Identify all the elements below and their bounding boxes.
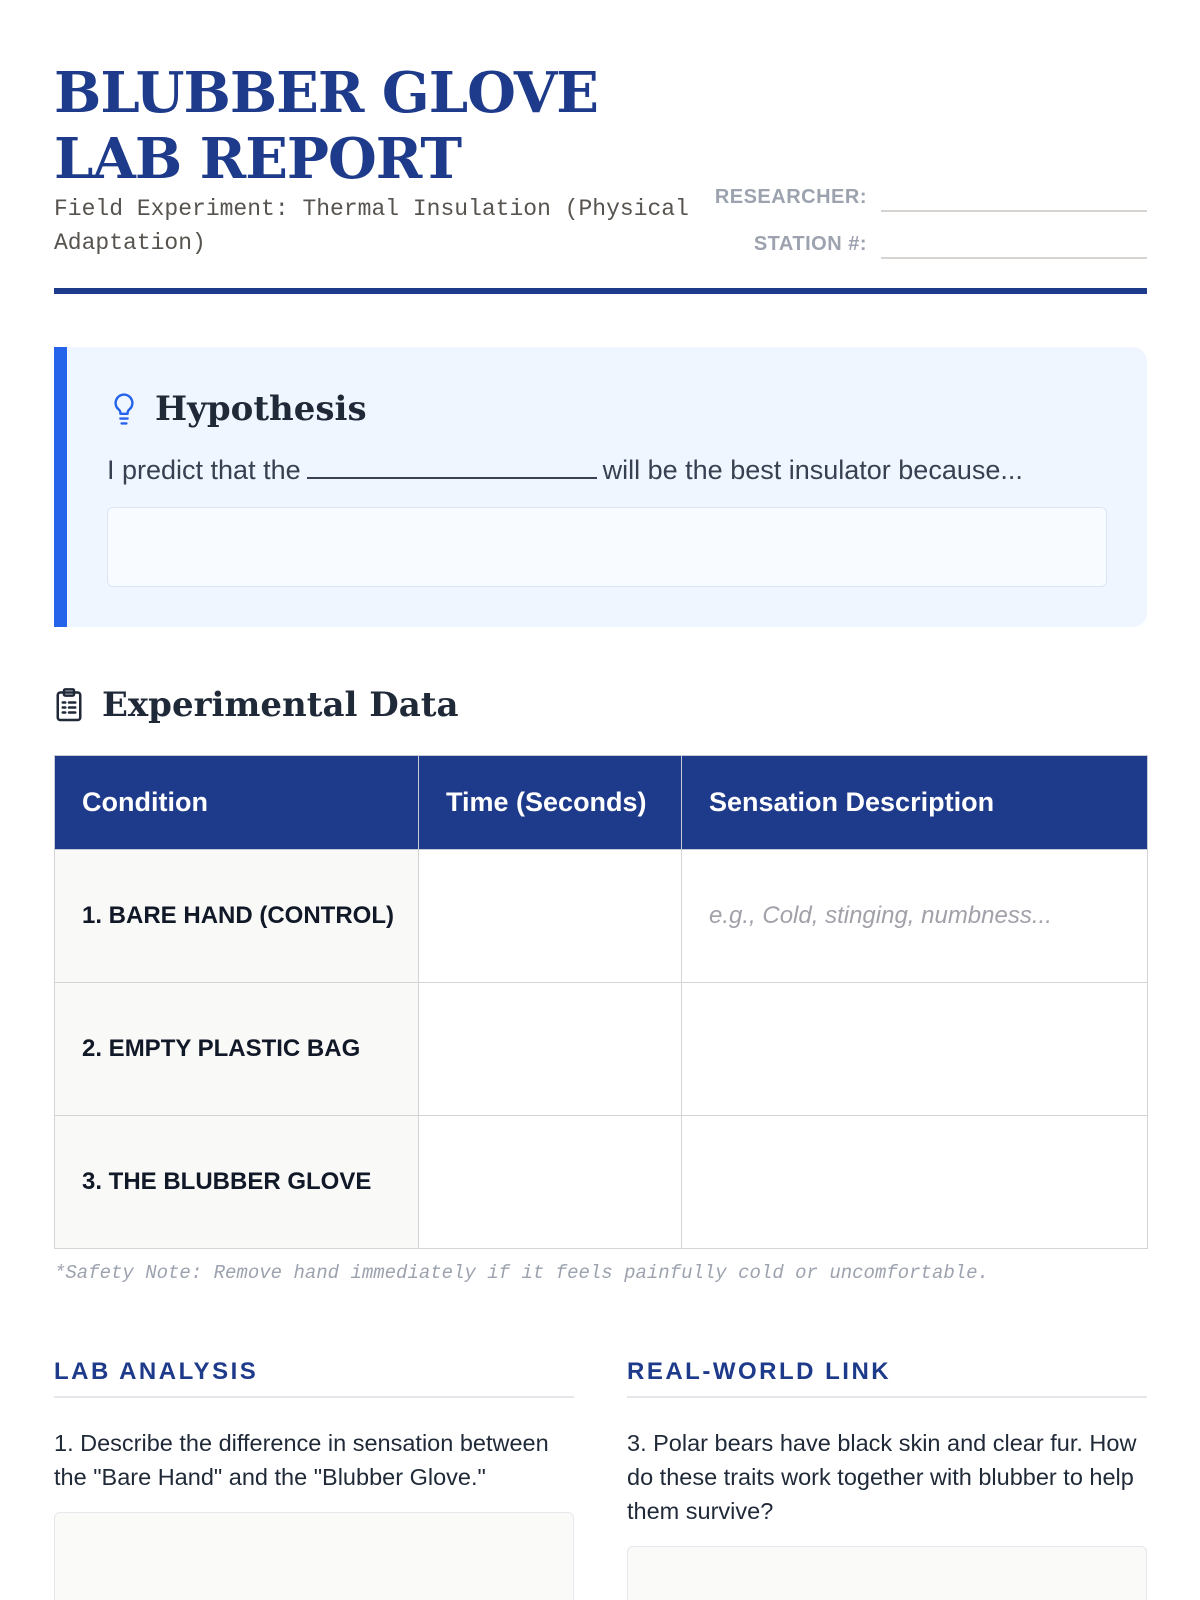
lab-report-page — [54, 0, 1147, 1600]
real-world-question: 3. Polar bears have black skin and clear fur. How do these traits work together with blubber to help them survive? — [627, 1430, 1137, 1524]
page-subtitle: Field Experiment: Thermal Insulation (Physical Adaptation) — [54, 196, 689, 256]
clipboard-icon — [54, 687, 84, 723]
table-row — [55, 983, 1148, 1116]
hypothesis-prompt-start: I predict that the — [107, 455, 301, 485]
station-row — [717, 229, 1147, 276]
researcher-row — [714, 182, 1147, 229]
sensation-cell[interactable] — [682, 1116, 1148, 1249]
experimental-data-table — [54, 755, 1148, 1249]
hypothesis-title: Hypothesis — [155, 389, 367, 429]
hypothesis-prompt-end: will be the best insulator because... — [602, 455, 1023, 485]
hypothesis-blank[interactable] — [307, 457, 597, 479]
data-title: Experimental Data — [102, 685, 459, 725]
condition-cell: 1. BARE HAND (CONTROL) — [55, 850, 419, 983]
real-world-answer-box[interactable] — [627, 1546, 1147, 1600]
real-world-link-title: REAL-WORLD LINK — [627, 1358, 1147, 1398]
analysis-question: 1. Describe the difference in sensation between the "Bare Hand" and the "Blubber Glove." — [54, 1430, 549, 1490]
sensation-cell[interactable] — [682, 983, 1148, 1116]
hypothesis-section — [54, 347, 1147, 627]
lab-analysis-title: LAB ANALYSIS — [54, 1358, 574, 1398]
lab-analysis-section — [54, 1358, 574, 1600]
condition-cell: 2. EMPTY PLASTIC BAG — [55, 983, 419, 1116]
table-header-row — [55, 756, 1148, 850]
header-divider — [54, 288, 1147, 294]
hypothesis-answer-box[interactable] — [107, 507, 1107, 587]
column-header-time: Time (Seconds) — [419, 756, 682, 850]
analysis-answer-box[interactable] — [54, 1512, 574, 1600]
time-cell[interactable] — [419, 850, 682, 983]
time-cell[interactable] — [419, 1116, 682, 1249]
page-title: BLUBBER GLOVE LAB REPORT — [54, 60, 598, 192]
hypothesis-prompt — [107, 455, 1023, 486]
column-header-sensation: Sensation Description — [682, 756, 1148, 850]
station-label: STATION #: — [753, 233, 867, 255]
researcher-field[interactable] — [881, 210, 1147, 212]
report-header — [54, 60, 1147, 294]
researcher-meta — [714, 182, 1147, 276]
lightbulb-icon — [109, 391, 139, 427]
real-world-link-section — [627, 1358, 1147, 1600]
table-row — [55, 1116, 1148, 1249]
station-field[interactable] — [881, 257, 1147, 259]
time-cell[interactable] — [419, 983, 682, 1116]
researcher-label: RESEARCHER: — [714, 186, 867, 208]
column-header-condition: Condition — [55, 756, 419, 850]
data-heading — [54, 683, 459, 727]
hypothesis-heading — [109, 387, 367, 431]
condition-cell: 3. THE BLUBBER GLOVE — [55, 1116, 419, 1249]
safety-note: *Safety Note: Remove hand immediately if it feels painfully cold or uncomfortable. — [54, 1262, 989, 1284]
sensation-cell[interactable]: e.g., Cold, stinging, numbness... — [682, 850, 1148, 983]
table-row — [55, 850, 1148, 983]
